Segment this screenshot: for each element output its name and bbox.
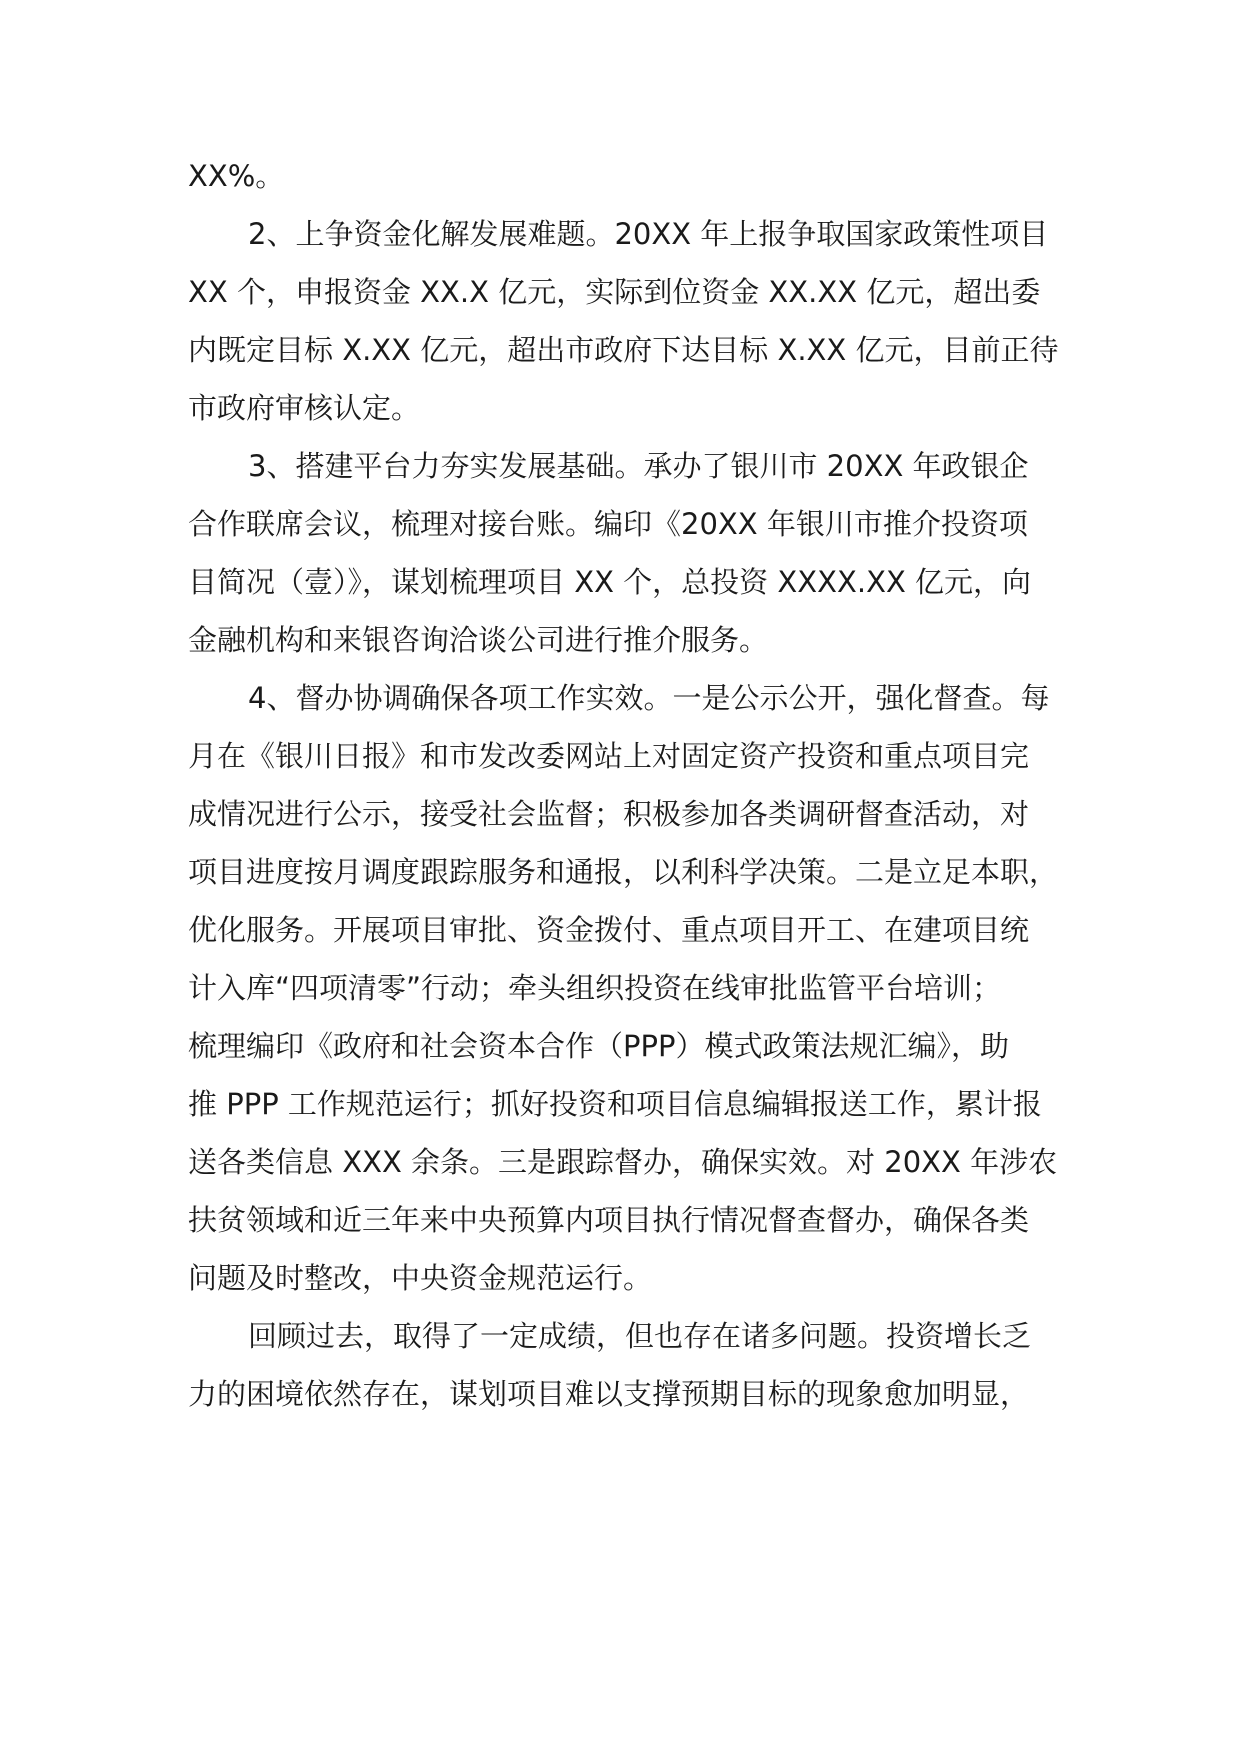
- text-line-9: 金融机构和来银咨询洽谈公司进行推介服务。: [188, 623, 769, 657]
- text-line-3: XX 个，申报资金 XX.X 亿元，实际到位资金 XX.XX 亿元，超出委: [188, 275, 1041, 309]
- text-line-16: 梳理编印《政府和社会资本合作（PPP）模式政策法规汇编》，助: [188, 1029, 1009, 1063]
- text-line-14: 优化服务。开展项目审批、资金拨付、重点项目开工、在建项目统: [188, 913, 1030, 947]
- text-line-22: 力的困境依然存在，谋划项目难以支撑预期目标的现象愈加明显，: [188, 1377, 1030, 1411]
- text-line-7: 合作联席会议，梳理对接台账。编印《20XX 年银川市推介投资项: [188, 507, 1028, 541]
- text-line-13: 项目进度按月调度跟踪服务和通报，以利科学决策。二是立足本职，: [188, 855, 1059, 889]
- text-line-5: 市政府审核认定。: [188, 391, 421, 425]
- paragraph-4-start: 4、督办协调确保各项工作实效。一是公示公开，强化督查。每: [248, 681, 1050, 715]
- text-line-12: 成情况进行公示，接受社会监督；积极参加各类调研督查活动，对: [188, 797, 1030, 831]
- paragraph-5-start: 回顾过去，取得了一定成绩，但也存在诸多问题。投资增长乏: [248, 1319, 1032, 1353]
- text-line-15: 计入库“四项清零”行动；牵头组织投资在线审批监管平台培训；: [188, 971, 1002, 1005]
- text-line-1: XX%。: [188, 159, 285, 193]
- text-line-19: 扶贫领域和近三年来中央预算内项目执行情况督查督办，确保各类: [188, 1203, 1030, 1237]
- text-line-18: 送各类信息 XXX 余条。三是跟踪督办，确保实效。对 20XX 年涉农: [188, 1145, 1058, 1179]
- text-line-17: 推 PPP 工作规范运行；抓好投资和项目信息编辑报送工作，累计报: [188, 1087, 1042, 1121]
- text-line-4: 内既定目标 X.XX 亿元，超出市政府下达目标 X.XX 亿元，目前正待: [188, 333, 1059, 367]
- paragraph-2-start: 2、上争资金化解发展难题。20XX 年上报争取国家政策性项目: [248, 217, 1049, 251]
- text-line-11: 月在《银川日报》和市发改委网站上对固定资产投资和重点项目完: [188, 739, 1030, 773]
- paragraph-3-start: 3、搭建平台力夯实发展基础。承办了银川市 20XX 年政银企: [248, 449, 1029, 483]
- text-line-20: 问题及时整改，中央资金规范运行。: [188, 1261, 653, 1295]
- text-line-8: 目简况（壹）》，谋划梳理项目 XX 个，总投资 XXXX.XX 亿元，向: [188, 565, 1032, 599]
